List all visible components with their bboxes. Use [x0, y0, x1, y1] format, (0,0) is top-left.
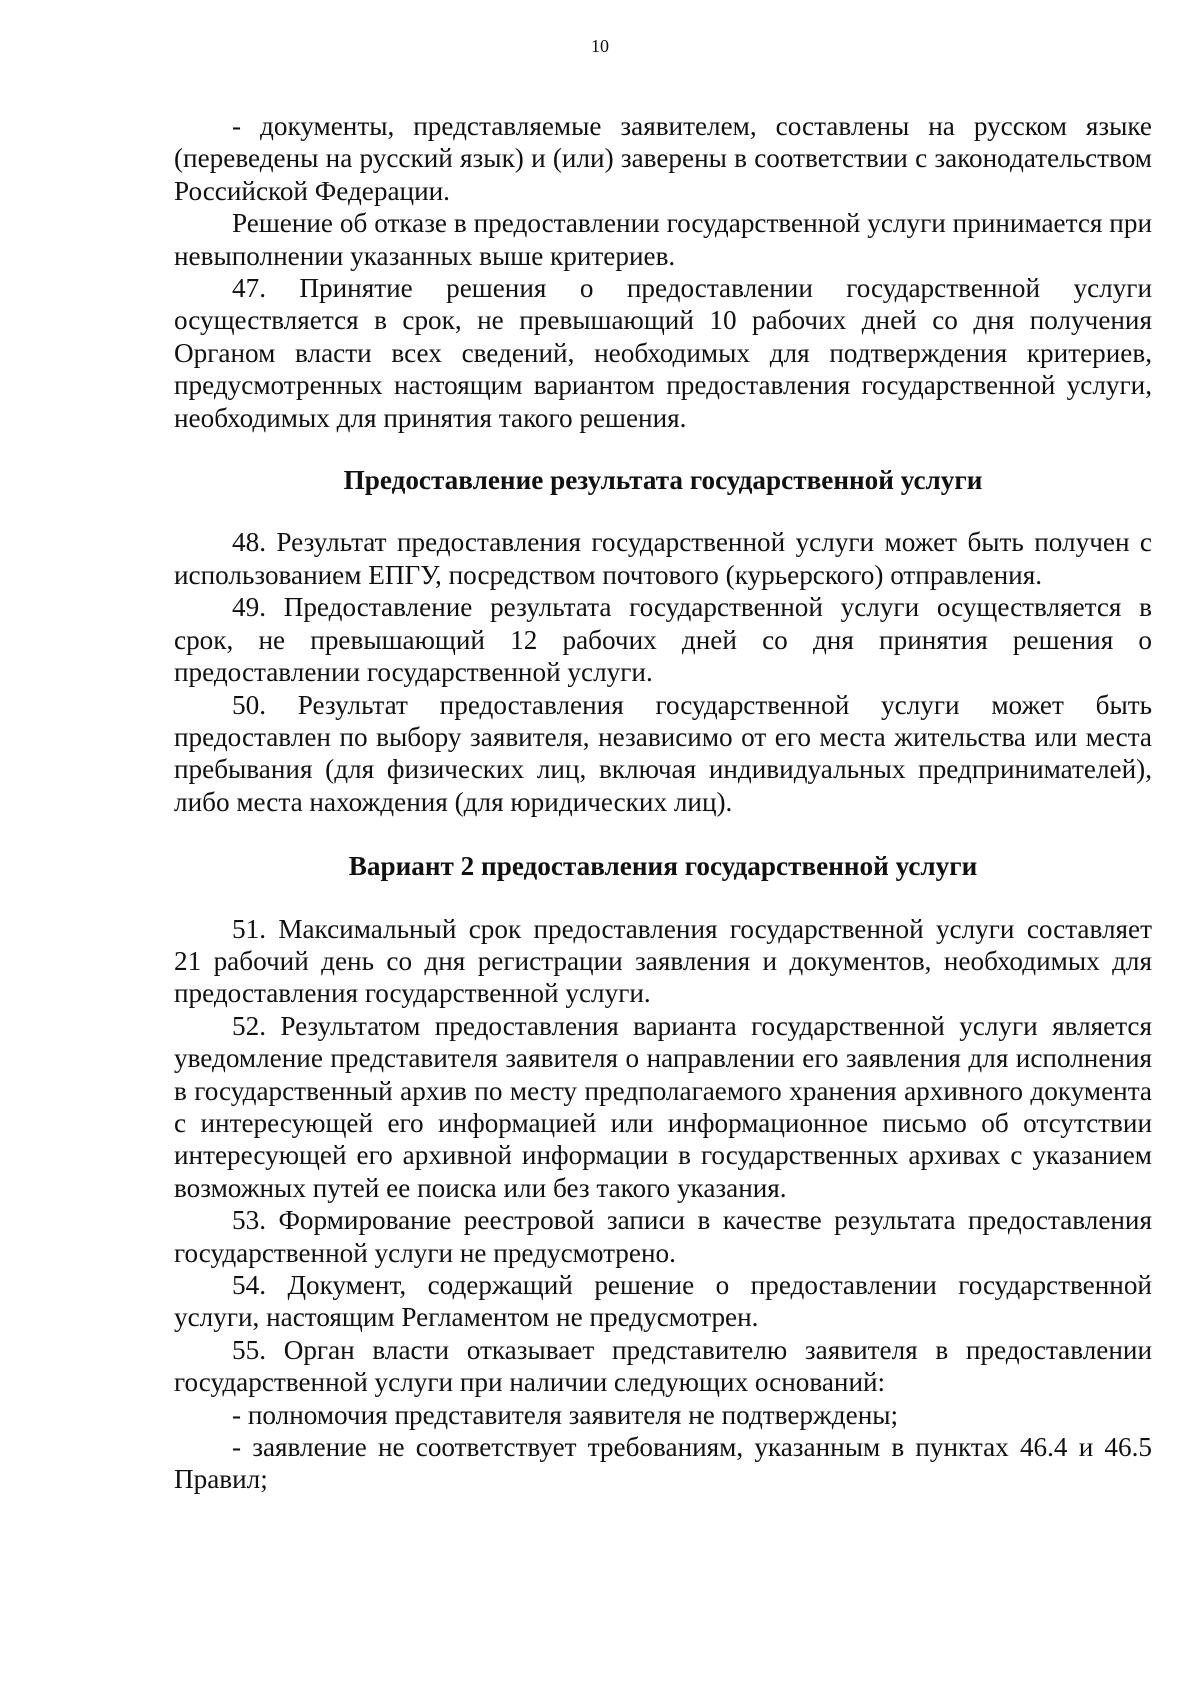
document-body: [174, 110, 1152, 1496]
paragraph-55: 55. Орган власти отказывает представителю заявителя в предоставлении государственной услуги при наличии следующих оснований:: [174, 1334, 1152, 1398]
section-heading-result: Предоставление результата государственной услуги: [343, 465, 983, 496]
section-heading-variant-2: Вариант 2 предоставления государственной услуги: [348, 851, 978, 882]
page-number: 10: [591, 36, 609, 56]
paragraph-54: 54. Документ, содержащий решение о предоставлении государственной услуги, настоящим Регламентом не предусмотрен.: [174, 1270, 1152, 1333]
paragraph-52: 52. Результатом предоставления варианта государственной услуги является уведомление представителя заявителя о направлении его заявления для исполнения в государственный архив по месту предполагаемого хранения архивного документа с интересующей его информацией или информационное письмо об отсутствии интересующей его архивной информации в государственных архивах с указанием возможных путей ее поиска или без такого указания.: [174, 1010, 1152, 1203]
paragraph-48: 48. Результат предоставления государственной услуги может быть получен с использованием ЕПГУ, посредством почтового (курьерского) отправления.: [174, 527, 1152, 590]
list-item-application-noncompliant: - заявление не соответствует требованиям, указанным в пунктах 46.4 и 46.5 Правил;: [174, 1432, 1152, 1495]
paragraph-49: 49. Предоставление результата государственной услуги осуществляется в срок, не превышающий 12 рабочих дней со дня принятия решения о предоставлении государственной услуги.: [174, 592, 1152, 688]
paragraph-refusal-decision: Решение об отказе в предоставлении государственной услуги принимается при невыполнении указанных выше критериев.: [174, 208, 1152, 271]
paragraph-47: 47. Принятие решения о предоставлении государственной услуги осуществляется в срок, не превышающий 10 рабочих дней со дня получения Органом власти всех сведений, необходимых для подтверждения критериев, предусмотренных настоящим вариантом предоставления государственной услуги, необходимых для принятия такого решения.: [174, 273, 1152, 433]
paragraph-53: 53. Формирование реестровой записи в качестве результата предоставления государственной услуги не предусмотрено.: [174, 1205, 1152, 1268]
paragraph-51: 51. Максимальный срок предоставления государственной услуги составляет 21 рабочий день со дня регистрации заявления и документов, необходимых для предоставления государственной услуги.: [174, 913, 1152, 1009]
list-item-authority-not-confirmed: - полномочия представителя заявителя не подтверждены;: [232, 1399, 899, 1430]
paragraph-docs-russian: - документы, представляемые заявителем, составлены на русском языке (переведены на русский язык) и (или) заверены в соответствии с законодательством Российской Федерации.: [174, 111, 1152, 206]
paragraph-50: 50. Результат предоставления государственной услуги может быть предоставлен по выбору заявителя, независимо от его места жительства или места пребывания (для физических лиц, включая индивидуальных предпринимателей), либо места нахождения (для юридических лиц).: [174, 689, 1152, 817]
